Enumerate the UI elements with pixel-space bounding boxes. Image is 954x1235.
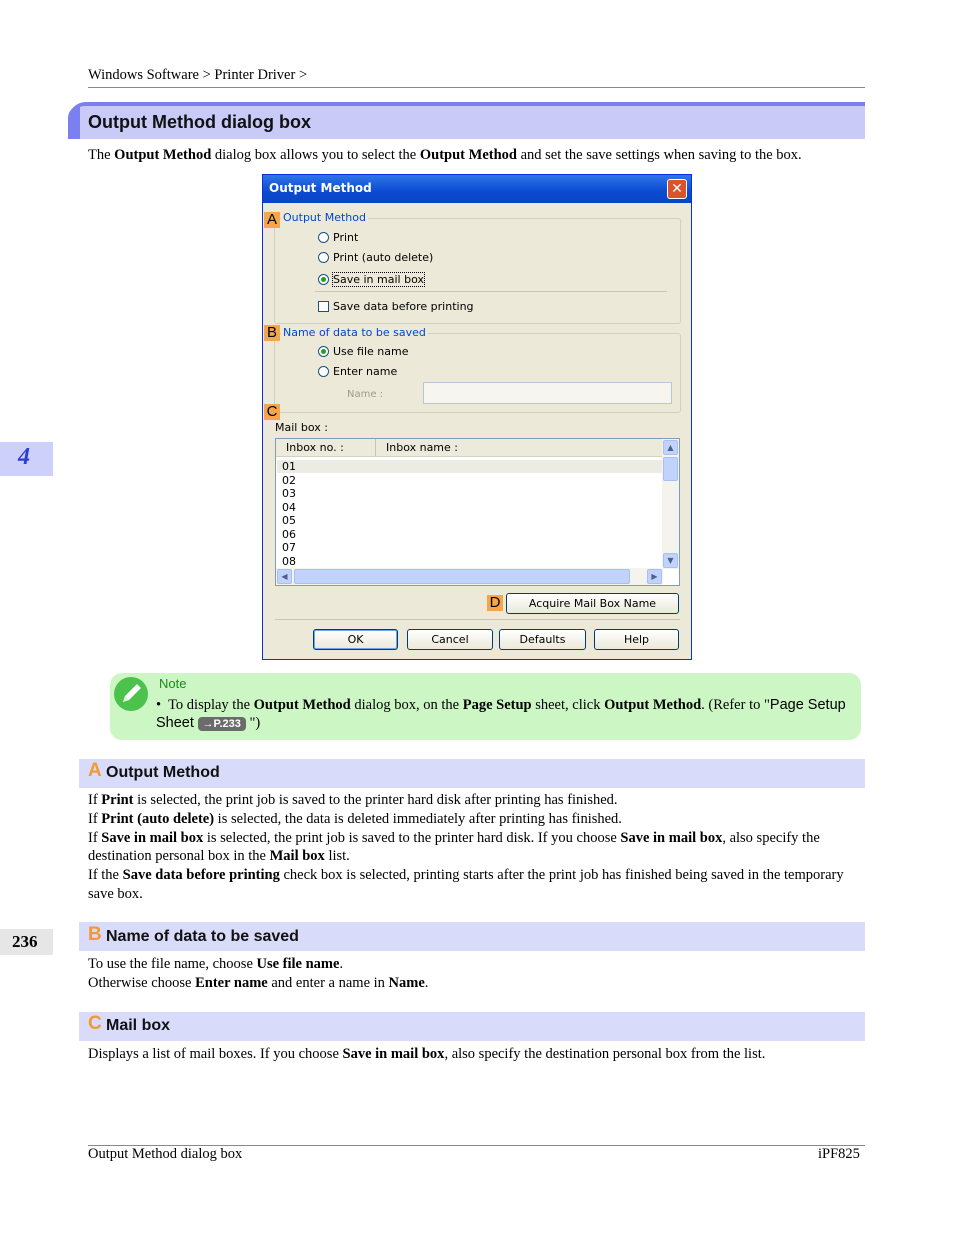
scroll-up-icon[interactable]: ▲ bbox=[663, 440, 678, 455]
section-b-letter: B bbox=[88, 924, 102, 945]
radio-use-file-name-label[interactable]: Use file name bbox=[333, 345, 409, 358]
acquire-mail-box-name-button[interactable]: Acquire Mail Box Name bbox=[506, 593, 679, 614]
section-c-letter: C bbox=[88, 1013, 102, 1034]
output-method-dialog bbox=[262, 174, 692, 660]
list-item[interactable]: 05 bbox=[282, 514, 296, 527]
selected-row-highlight bbox=[277, 460, 662, 473]
button-row-divider bbox=[275, 619, 680, 620]
list-item[interactable]: 01 bbox=[282, 460, 296, 473]
name-input[interactable] bbox=[423, 382, 672, 404]
page-title: Output Method dialog box bbox=[88, 112, 311, 132]
group-divider bbox=[315, 291, 667, 292]
help-button[interactable]: Help bbox=[594, 629, 679, 650]
list-item[interactable]: 03 bbox=[282, 487, 296, 500]
list-item[interactable]: 07 bbox=[282, 541, 296, 554]
defaults-button[interactable]: Defaults bbox=[499, 629, 586, 650]
output-method-legend: Output Method bbox=[283, 211, 366, 224]
section-c-band bbox=[79, 1012, 865, 1041]
note-title: Note bbox=[159, 676, 187, 691]
footer-model: iPF825 bbox=[818, 1146, 860, 1162]
page-setup-sheet-link[interactable]: Page Setup Sheet bbox=[156, 697, 846, 731]
radio-print-auto-delete[interactable] bbox=[318, 252, 329, 263]
section-c-paragraph: Displays a list of mail boxes. If you choose Save in mail box, also specify the destination personal box from the list. bbox=[88, 1046, 766, 1062]
pencil-icon bbox=[114, 677, 148, 711]
breadcrumb: Windows Software > Printer Driver > bbox=[88, 67, 308, 83]
page-number: 236 bbox=[12, 932, 38, 951]
header-rule bbox=[88, 87, 865, 88]
radio-enter-name[interactable] bbox=[318, 366, 329, 377]
name-of-data-legend: Name of data to be saved bbox=[283, 326, 426, 339]
page-ref-badge[interactable]: →P.233 bbox=[198, 717, 246, 731]
section-a-letter: A bbox=[88, 760, 102, 781]
section-c-title: Mail box bbox=[106, 1017, 171, 1034]
chapter-number: 4 bbox=[18, 444, 30, 470]
scroll-thumb-vertical[interactable] bbox=[663, 457, 678, 481]
intro-paragraph: The Output Method dialog box allows you to select the Output Method and set the save settings when saving to the box. bbox=[88, 147, 802, 163]
column-header-inbox-name[interactable]: Inbox name : bbox=[376, 439, 663, 457]
save-before-printing-label[interactable]: Save data before printing bbox=[333, 300, 474, 313]
list-item[interactable]: 02 bbox=[282, 474, 296, 487]
section-b-paragraph: To use the file name, choose Use file name. Otherwise choose Enter name and enter a name in Name. bbox=[88, 956, 429, 991]
radio-print-auto-delete-label[interactable]: Print (auto delete) bbox=[333, 251, 434, 264]
section-a-paragraph: If Print is selected, the print job is saved to the printer hard disk after printing has finished. If Print (auto delete) is selected, the data is deleted immediately after printing has finished. If Save in mail box is selected, the print job is saved to the printer hard disk. If you choose Save in mail box, also specify the destination personal box in the Mail box list. If the Save data before printing check box is selected, printing starts after the print job has finished being saved in the temporary save box. bbox=[88, 792, 844, 902]
radio-use-file-name[interactable] bbox=[318, 346, 329, 357]
horizontal-scrollbar[interactable] bbox=[276, 568, 663, 585]
mail-box-list[interactable] bbox=[275, 438, 680, 586]
marker-a: A bbox=[264, 212, 280, 228]
save-before-printing-checkbox[interactable] bbox=[318, 301, 329, 312]
dialog-titlebar bbox=[263, 175, 691, 203]
radio-print-label[interactable]: Print bbox=[333, 231, 359, 244]
marker-b: B bbox=[264, 325, 280, 341]
dialog-title: Output Method bbox=[269, 181, 372, 195]
footer-section-title: Output Method dialog box bbox=[88, 1146, 243, 1162]
scroll-thumb-horizontal[interactable] bbox=[294, 569, 630, 584]
vertical-scrollbar[interactable] bbox=[662, 439, 679, 569]
radio-save-in-mail-box-label[interactable]: Save in mail box bbox=[333, 273, 424, 286]
scroll-left-icon[interactable]: ◀ bbox=[277, 569, 292, 584]
column-header-inbox-no[interactable]: Inbox no. : bbox=[276, 439, 376, 457]
scroll-down-icon[interactable]: ▼ bbox=[663, 553, 678, 568]
section-b-title: Name of data to be saved bbox=[106, 928, 299, 945]
scroll-right-icon[interactable]: ▶ bbox=[647, 569, 662, 584]
note-text: • To display the Output Method dialog box, on the Page Setup sheet, click Output Method. (Refer to "Page Setup Sheet →P.233 ") bbox=[156, 697, 846, 731]
list-item[interactable]: 04 bbox=[282, 501, 296, 514]
mail-box-label: Mail box : bbox=[275, 421, 328, 434]
marker-c: C bbox=[264, 404, 280, 420]
list-item[interactable]: 08 bbox=[282, 555, 296, 568]
name-field-label: Name : bbox=[347, 389, 384, 400]
cancel-button[interactable]: Cancel bbox=[407, 629, 493, 650]
close-icon[interactable]: ✕ bbox=[667, 179, 687, 199]
radio-enter-name-label[interactable]: Enter name bbox=[333, 365, 398, 378]
marker-d: D bbox=[487, 595, 503, 611]
radio-save-in-mail-box[interactable] bbox=[318, 274, 329, 285]
ok-button[interactable]: OK bbox=[313, 629, 398, 650]
list-item[interactable]: 06 bbox=[282, 528, 296, 541]
radio-print[interactable] bbox=[318, 232, 329, 243]
section-a-title: Output Method bbox=[106, 764, 220, 781]
